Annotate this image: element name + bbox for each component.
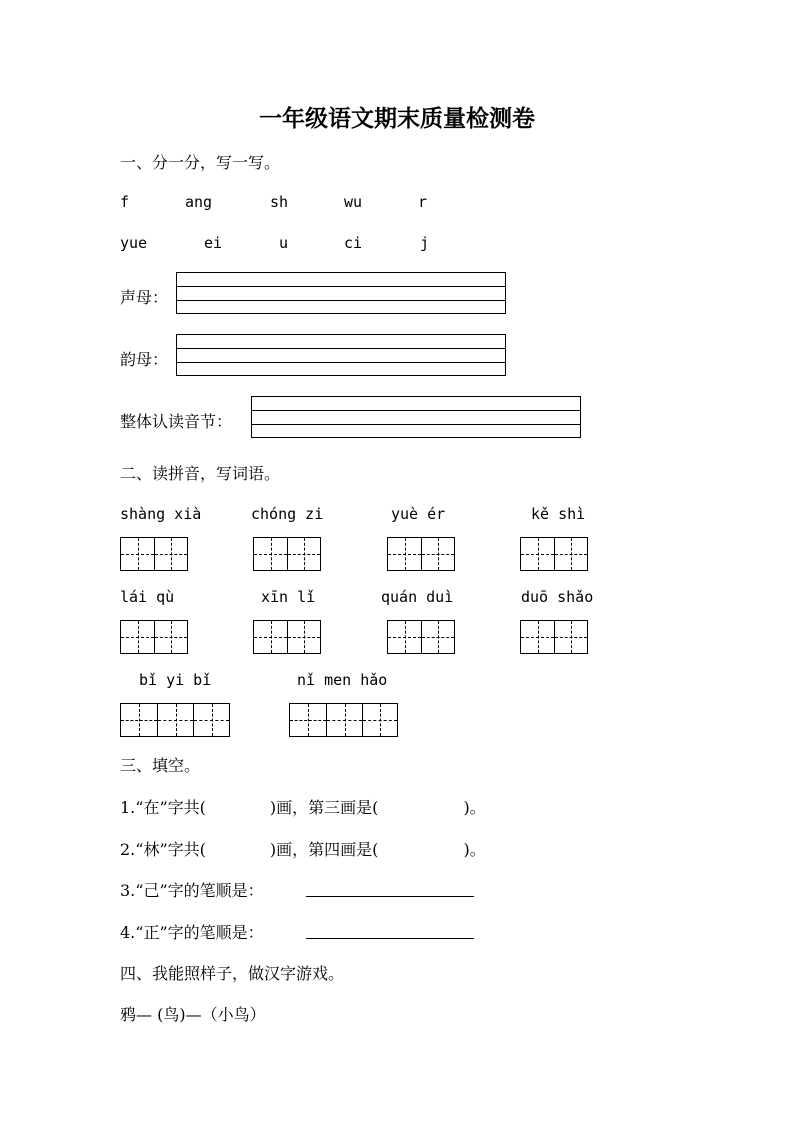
pinyin-item: r	[418, 193, 428, 211]
tianzige-box[interactable]	[120, 703, 230, 737]
pinyin-word: bǐ yi bǐ	[139, 671, 212, 689]
tianzige-box[interactable]	[387, 537, 455, 571]
tianzige-box[interactable]	[120, 537, 188, 571]
shengmu-writing-lines[interactable]	[176, 272, 506, 314]
tianzige-box[interactable]	[520, 537, 588, 571]
pinyin-word: xīn lǐ	[261, 588, 316, 606]
section4-heading: 四、我能照样子，做汉字游戏。	[120, 964, 345, 983]
tianzige-box[interactable]	[120, 620, 188, 654]
pinyin-item: sh	[270, 193, 289, 211]
pinyin-item: yue	[120, 234, 148, 252]
pinyin-word: duō shǎo	[521, 588, 594, 606]
fill-question-3: 3.“己”字的笔顺是：	[120, 881, 264, 900]
section2-heading: 二、读拼音，写词语。	[120, 464, 281, 483]
section1-heading: 一、分一分，写一写。	[120, 153, 281, 172]
shengmu-label: 声母：	[120, 288, 169, 307]
tianzige-box[interactable]	[253, 537, 321, 571]
page-title: 一年级语文期末质量检测卷	[259, 105, 535, 132]
tianzige-box[interactable]	[289, 703, 398, 737]
yunmu-label: 韵母：	[120, 350, 169, 369]
pinyin-item: ci	[344, 234, 363, 252]
example-text: 鸦— (鸟)—（小鸟）	[120, 1005, 266, 1024]
fill-question-4: 4.“正”字的笔顺是：	[120, 923, 264, 942]
tianzige-box[interactable]	[387, 620, 455, 654]
pinyin-word: nǐ men hǎo	[297, 671, 388, 689]
pinyin-word: lái qù	[120, 588, 175, 606]
pinyin-item: u	[279, 234, 289, 252]
zhengti-label: 整体认读音节：	[120, 412, 233, 431]
yunmu-writing-lines[interactable]	[176, 334, 506, 376]
pinyin-item: f	[120, 193, 130, 211]
pinyin-word: kě shì	[531, 505, 586, 523]
fill-question-1: 1.“在”字共( )画，第三画是( )。	[120, 798, 486, 817]
fill-question-2: 2.“林”字共( )画，第四画是( )。	[120, 840, 486, 859]
tianzige-box[interactable]	[253, 620, 321, 654]
pinyin-item: ang	[185, 193, 213, 211]
pinyin-item: j	[420, 234, 430, 252]
pinyin-word: yuè ér	[391, 505, 446, 523]
zhengti-writing-lines[interactable]	[251, 396, 581, 438]
answer-line[interactable]	[306, 896, 474, 897]
section3-heading: 三、填空。	[120, 756, 201, 775]
pinyin-word: shàng xià	[120, 505, 202, 523]
tianzige-box[interactable]	[520, 620, 588, 654]
pinyin-item: ei	[204, 234, 223, 252]
answer-line[interactable]	[306, 938, 474, 939]
pinyin-word: chóng zi	[251, 505, 324, 523]
pinyin-item: wu	[344, 193, 363, 211]
pinyin-word: quán duì	[381, 588, 454, 606]
